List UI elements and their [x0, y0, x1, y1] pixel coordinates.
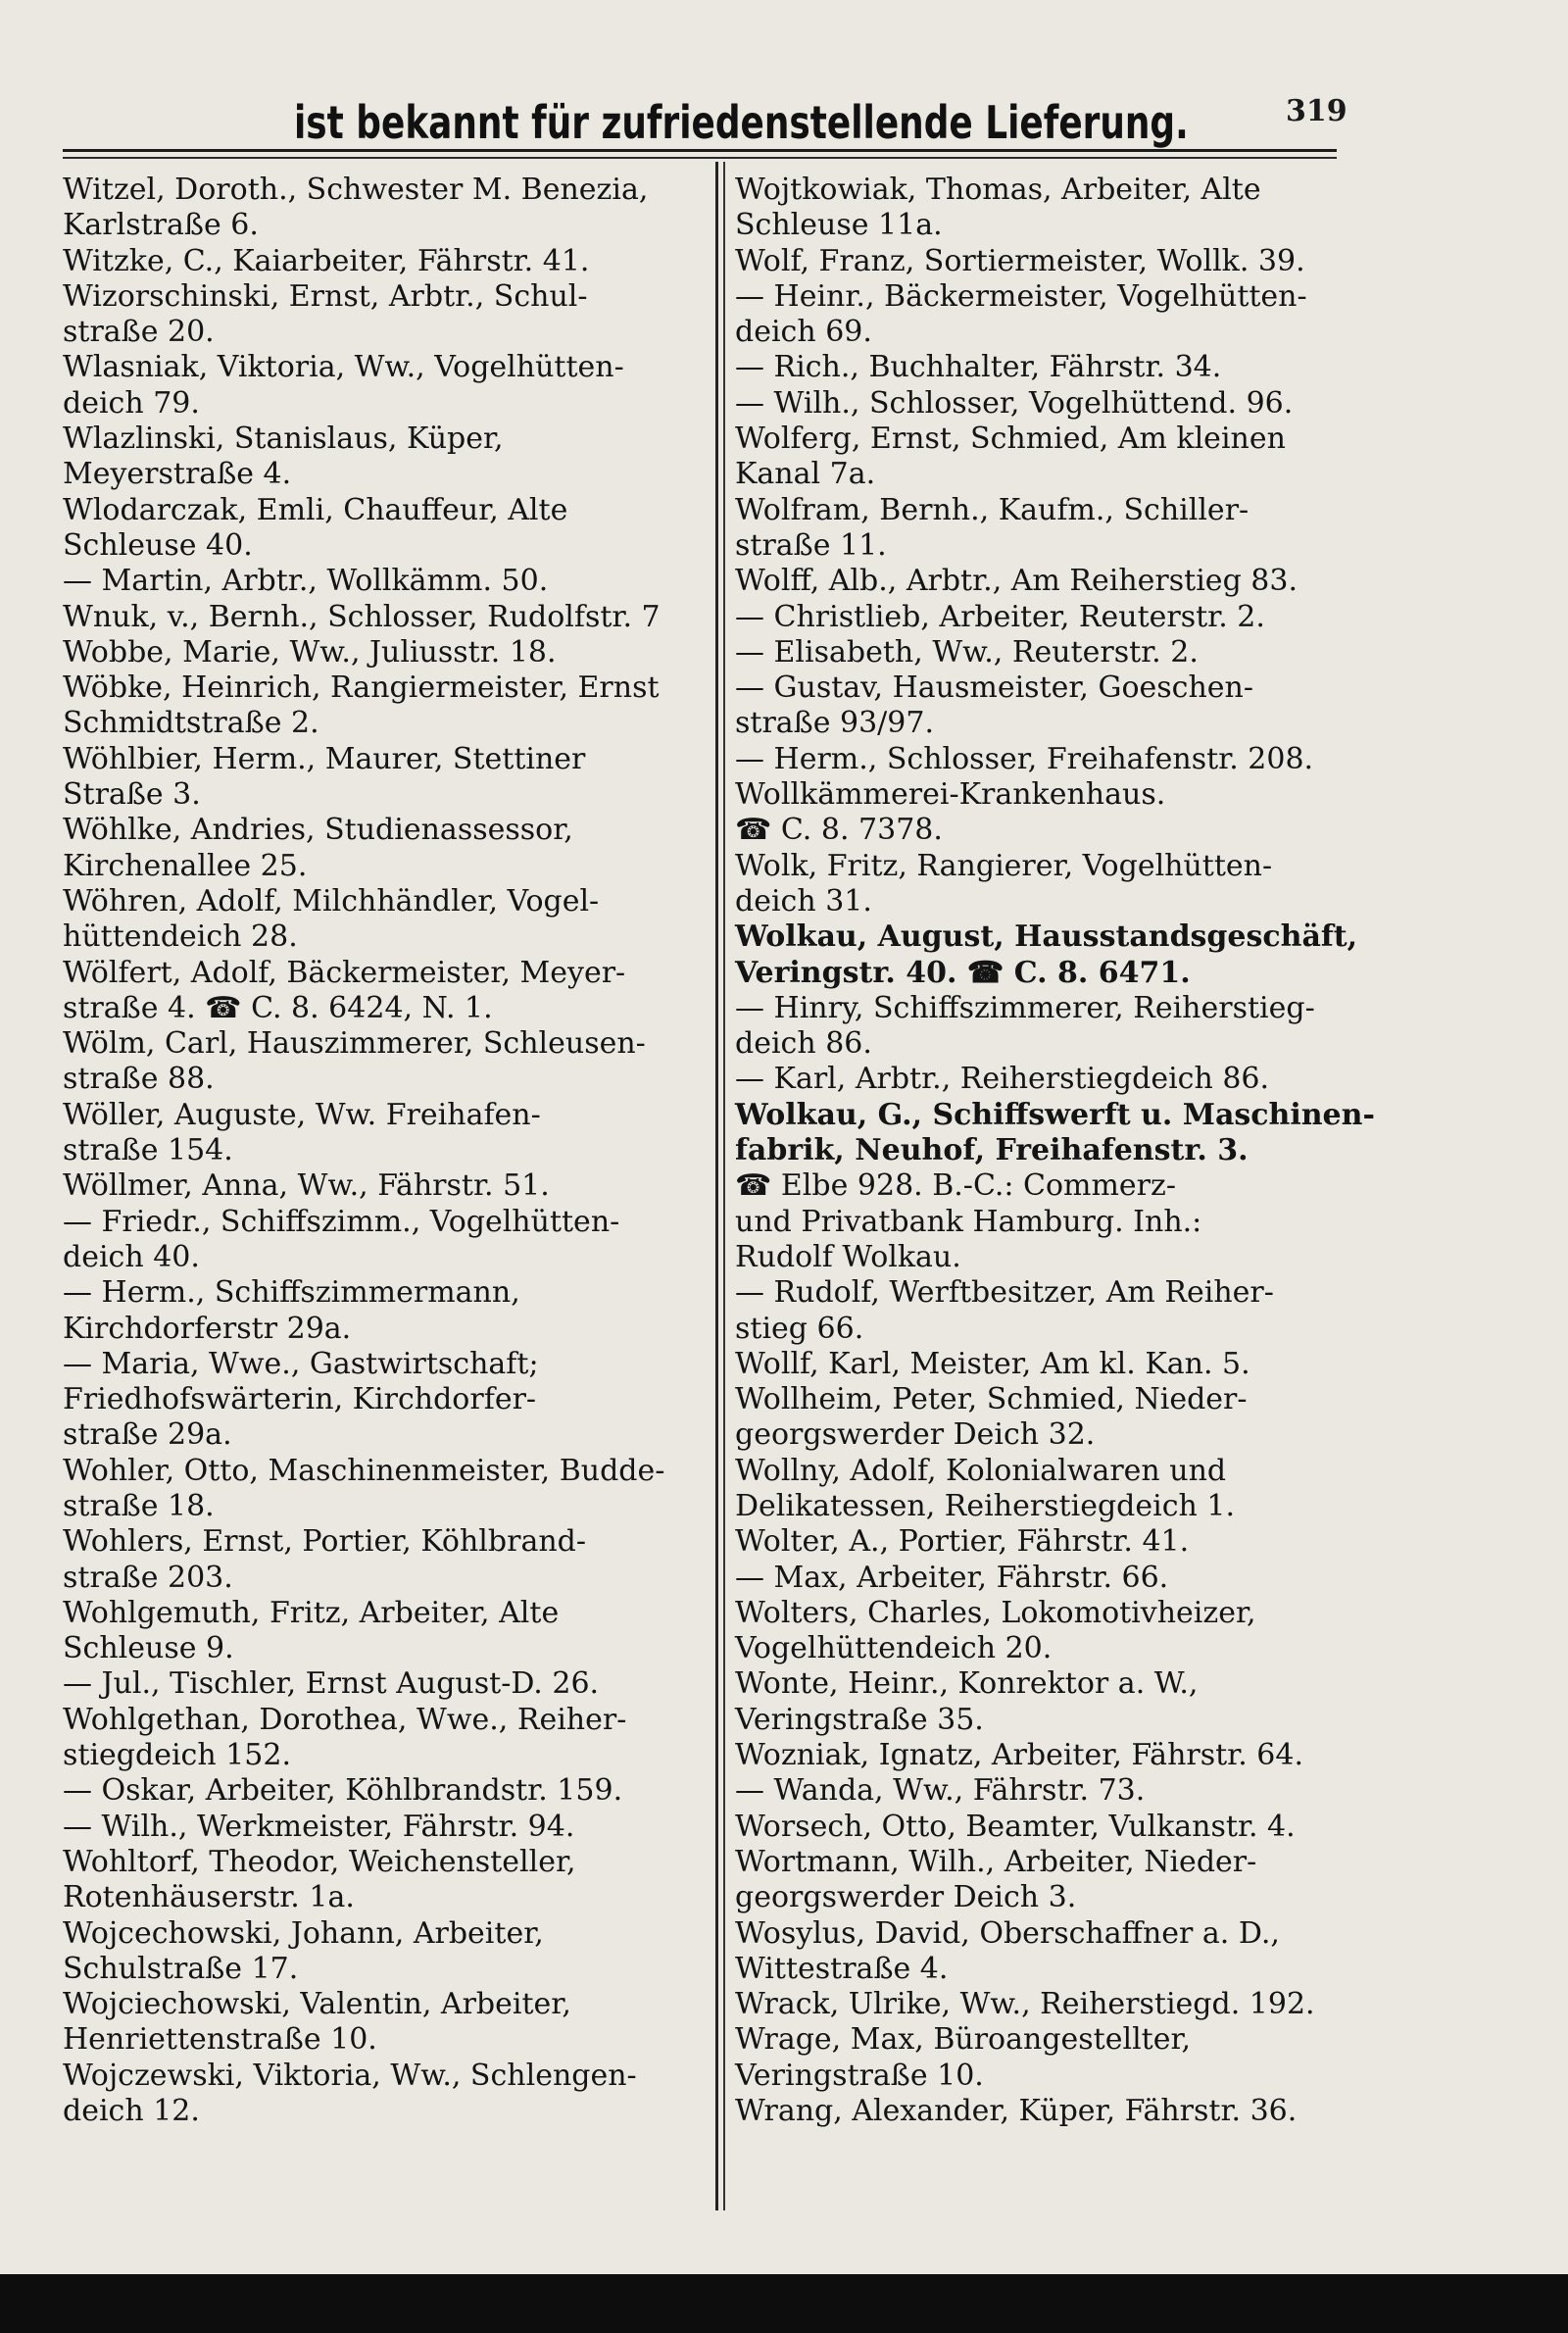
entry-line: Wolk, Fritz, Rangierer, Vogelhütten- [735, 848, 1273, 883]
entry-continuation-line: Rotenhäuserstr. 1a. [63, 1880, 355, 1915]
entry-line: Wölfert, Adolf, Bäckermeister, Meyer- [63, 955, 626, 990]
entry-line: Worsech, Otto, Beamter, Vulkanstr. 4. [735, 1809, 1296, 1844]
directory-entry [63, 244, 700, 279]
entry-line: Wojciechowski, Valentin, Arbeiter, [63, 1987, 571, 2022]
directory-entry [735, 849, 1382, 920]
entry-continuation-line: stieg 66. [735, 1311, 864, 1346]
entry-line: — Rudolf, Werftbesitzer, Am Reiher- [735, 1275, 1274, 1311]
entry-line: — Friedr., Schiffszimm., Vogelhütten- [63, 1204, 620, 1239]
directory-entry [63, 279, 700, 351]
directory-entry [735, 1596, 1382, 1667]
directory-entry [735, 386, 1382, 422]
directory-entry [63, 1773, 700, 1809]
directory-entry [735, 1773, 1382, 1809]
directory-entry [735, 1987, 1382, 2022]
directory-entry [63, 173, 700, 244]
entry-continuation-line: Kirchdorferstr 29a. [63, 1311, 352, 1346]
left-column [63, 173, 700, 2129]
directory-entry [63, 1596, 700, 1667]
entry-continuation-line: hüttendeich 28. [63, 919, 298, 955]
directory-entry [63, 670, 700, 742]
entry-line: Wöllmer, Anna, Ww., Fährstr. 51. [63, 1168, 550, 1204]
entry-line: Wolfram, Bernh., Kaufm., Schiller- [735, 492, 1250, 527]
entry-continuation-line: Friedhofswärterin, Kirchdorfer- [63, 1382, 537, 1417]
directory-entry [63, 493, 700, 565]
directory-entry [735, 1062, 1382, 1097]
directory-entry [63, 1454, 700, 1525]
directory-entry [735, 1845, 1382, 1916]
directory-entry [63, 1347, 700, 1454]
entry-line: Wöhlke, Andries, Studienassessor, [63, 813, 573, 848]
entry-line: Wlazlinski, Stanislaus, Küper, [63, 422, 504, 457]
directory-entry [63, 1810, 700, 1845]
entry-continuation-line: Schmidtstraße 2. [63, 706, 319, 741]
entry-continuation-line: straße 20. [63, 315, 215, 350]
entry-continuation-line: georgswerder Deich 3. [735, 1880, 1077, 1915]
entry-line: Wöbke, Heinrich, Rangiermeister, Ernst [63, 670, 660, 706]
entry-continuation-line: Veringstr. 40. ☎ C. 8. 6471. [735, 955, 1191, 990]
directory-entry [735, 1738, 1382, 1773]
entry-line: — Hinry, Schiffszimmerer, Reiherstieg- [735, 990, 1315, 1025]
directory-entry [735, 1382, 1382, 1454]
entry-line: Wolters, Charles, Lokomotivheizer, [735, 1595, 1256, 1630]
entry-continuation-line: Kirchenallee 25. [63, 848, 308, 883]
entry-continuation-line: deich 86. [735, 1026, 872, 1062]
directory-entry [63, 1987, 700, 2059]
entry-line: — Gustav, Hausmeister, Goeschen- [735, 670, 1254, 706]
directory-entry [63, 1916, 700, 1988]
entry-line: Wozniak, Ignatz, Arbeiter, Fährstr. 64. [735, 1738, 1304, 1773]
directory-entry [63, 1703, 700, 1774]
directory-entry [63, 1026, 700, 1098]
directory-entry [63, 1845, 700, 1916]
entry-continuation-line: georgswerder Deich 32. [735, 1417, 1096, 1453]
entry-line: Wonte, Heinr., Konrektor a. W., [735, 1666, 1199, 1702]
entry-line: Wolkau, August, Hausstandsgeschäft, [735, 919, 1358, 955]
entry-line: Wolf, Franz, Sortiermeister, Wollk. 39. [735, 243, 1305, 278]
entry-line: — Wilh., Schlosser, Vogelhüttend. 96. [735, 385, 1294, 421]
directory-entry [735, 635, 1382, 670]
entry-line: — Rich., Buchhalter, Fährstr. 34. [735, 350, 1222, 385]
directory-entry [735, 564, 1382, 599]
entry-line: Wöhren, Adolf, Milchhändler, Vogel- [63, 883, 600, 918]
header-rule-thin [63, 157, 1337, 159]
entry-line: Wosylus, David, Oberschaffner a. D., [735, 1915, 1280, 1951]
entry-line: — Wilh., Werkmeister, Fährstr. 94. [63, 1809, 575, 1844]
directory-entry [735, 1810, 1382, 1845]
column-divider-thin [723, 162, 725, 2210]
entry-line: Wrack, Ulrike, Ww., Reiherstiegd. 192. [735, 1987, 1315, 2022]
page-number: 319 [1286, 94, 1348, 128]
entry-line: Wobbe, Marie, Ww., Juliusstr. 18. [63, 634, 557, 670]
entry-continuation-line: straße 88. [63, 1062, 215, 1097]
directory-entry [735, 422, 1382, 493]
entry-continuation-line: Wittestraße 4. [735, 1951, 949, 1986]
entry-line: — Jul., Tischler, Ernst August-D. 26. [63, 1666, 600, 1702]
entry-line: Wolff, Alb., Arbtr., Am Reiherstieg 83. [735, 564, 1298, 599]
entry-line: — Herm., Schiffszimmermann, [63, 1275, 520, 1311]
entry-line: Wojcechowski, Johann, Arbeiter, [63, 1915, 544, 1951]
entry-continuation-line: straße 4. ☎ C. 8. 6424, N. 1. [63, 990, 493, 1025]
entry-line: Wortmann, Wilh., Arbeiter, Nieder- [735, 1844, 1257, 1879]
entry-line: Witzke, C., Kaiarbeiter, Fährstr. 41. [63, 243, 590, 278]
entry-line: Wojczewski, Viktoria, Ww., Schlengen- [63, 2058, 637, 2093]
directory-entry [63, 1205, 700, 1276]
entry-continuation-line: Veringstraße 10. [735, 2058, 984, 2093]
directory-entry [735, 1454, 1382, 1525]
directory-entry [735, 1168, 1382, 1275]
entry-line: — Karl, Arbtr., Reiherstiegdeich 86. [735, 1062, 1270, 1097]
entry-continuation-line: Henriettenstraße 10. [63, 2022, 377, 2058]
entry-line: Wölm, Carl, Hauszimmerer, Schleusen- [63, 1026, 646, 1062]
entry-line: Wohlgemuth, Fritz, Arbeiter, Alte [63, 1595, 560, 1630]
entry-continuation-line: Rudolf Wolkau. [735, 1239, 961, 1274]
directory-entry [63, 422, 700, 493]
directory-entry [63, 884, 700, 956]
entry-line: Wollny, Adolf, Kolonialwaren und [735, 1453, 1227, 1488]
directory-entry [735, 493, 1382, 565]
entry-continuation-line: Vogelhüttendeich 20. [735, 1631, 1053, 1666]
entry-line: Wolter, A., Portier, Fährstr. 41. [735, 1524, 1190, 1560]
directory-entry [735, 742, 1382, 777]
directory-entry [735, 1916, 1382, 1988]
entry-continuation-line: deich 79. [63, 385, 200, 421]
entry-continuation-line: deich 12. [63, 2094, 200, 2129]
entry-line: — Herm., Schlosser, Freihafenstr. 208. [735, 741, 1314, 776]
entry-line: Wöhlbier, Herm., Maurer, Stettiner [63, 741, 586, 776]
entry-line: Wollkämmerei-Krankenhaus. [735, 777, 1166, 813]
directory-entry [63, 813, 700, 884]
directory-entry [735, 1098, 1382, 1169]
directory-entry [735, 173, 1382, 244]
directory-entry [735, 350, 1382, 385]
page-header-slogan: ist bekannt für zufriedenstellende Lieferung. [294, 96, 1189, 149]
directory-entry [63, 1524, 700, 1596]
directory-entry [63, 956, 700, 1027]
directory-entry [735, 2094, 1382, 2129]
entry-line: — Heinr., Bäckermeister, Vogelhütten- [735, 278, 1307, 314]
directory-entry [735, 1347, 1382, 1382]
directory-entry [735, 2022, 1382, 2094]
entry-line: Wlodarczak, Emli, Chauffeur, Alte [63, 492, 568, 527]
entry-continuation-line: Schleuse 9. [63, 1631, 234, 1666]
entry-line: Wohler, Otto, Maschinenmeister, Budde- [63, 1453, 665, 1488]
entry-line: ☎ Elbe 928. B.-C.: Commerz- [735, 1168, 1176, 1204]
directory-entry [63, 350, 700, 422]
entry-line: Wnuk, v., Bernh., Schlosser, Rudolfstr. 7 [63, 599, 661, 634]
column-divider [715, 162, 718, 2210]
directory-entry [63, 1098, 700, 1169]
entry-line: Wöller, Auguste, Ww. Freihafen- [63, 1097, 541, 1132]
scan-border [0, 2274, 1568, 2333]
directory-entry [735, 991, 1382, 1063]
entry-continuation-line: straße 11. [735, 527, 887, 563]
entry-line: Wlasniak, Viktoria, Ww., Vogelhütten- [63, 350, 624, 385]
directory-entry [63, 2059, 700, 2130]
entry-continuation-line: straße 93/97. [735, 706, 934, 741]
entry-line: Wolferg, Ernst, Schmied, Am kleinen [735, 422, 1286, 457]
entry-continuation-line: und Privatbank Hamburg. Inh.: [735, 1204, 1202, 1239]
directory-entry [735, 670, 1382, 742]
directory-entry [735, 1666, 1382, 1738]
entry-continuation-line: straße 203. [63, 1560, 233, 1595]
entry-line: Wohlers, Ernst, Portier, Köhlbrand- [63, 1524, 586, 1560]
entry-continuation-line: straße 29a. [63, 1417, 232, 1453]
header-rule [63, 149, 1337, 152]
entry-continuation-line: straße 154. [63, 1133, 233, 1168]
entry-line: — Oskar, Arbeiter, Köhlbrandstr. 159. [63, 1773, 623, 1809]
right-column [735, 173, 1382, 2129]
directory-entry [63, 1168, 700, 1204]
directory-entry [63, 635, 700, 670]
entry-line: Wojtkowiak, Thomas, Arbeiter, Alte [735, 173, 1261, 207]
entry-continuation-line: Meyerstraße 4. [63, 457, 292, 492]
entry-line: Wrage, Max, Büroangestellter, [735, 2022, 1192, 2058]
entry-line: Wrang, Alexander, Küper, Fährstr. 36. [735, 2094, 1298, 2129]
entry-continuation-line: stiegdeich 152. [63, 1738, 292, 1773]
directory-entry [63, 600, 700, 635]
entry-line: Wizorschinski, Ernst, Arbtr., Schul- [63, 278, 588, 314]
entry-line: — Elisabeth, Ww., Reuterstr. 2. [735, 634, 1199, 670]
entry-continuation-line: deich 31. [735, 883, 872, 918]
directory-entry [735, 244, 1382, 279]
entry-continuation-line: Delikatessen, Reiherstiegdeich 1. [735, 1488, 1235, 1523]
entry-continuation-line: fabrik, Neuhof, Freihafenstr. 3. [735, 1133, 1249, 1168]
entry-line: Wohltorf, Theodor, Weichensteller, [63, 1844, 576, 1879]
directory-entry [735, 600, 1382, 635]
entry-continuation-line: Straße 3. [63, 777, 201, 813]
entry-continuation-line: Schulstraße 17. [63, 1951, 299, 1986]
directory-entry [735, 279, 1382, 351]
entry-continuation-line: deich 40. [63, 1239, 200, 1274]
entry-continuation-line: deich 69. [735, 315, 872, 350]
entry-line: — Martin, Arbtr., Wollkämm. 50. [63, 564, 549, 599]
entry-line: Wollheim, Peter, Schmied, Nieder- [735, 1382, 1248, 1417]
entry-line: Wolkau, G., Schiffswerft u. Maschinen- [735, 1097, 1375, 1132]
entry-continuation-line: ☎ C. 8. 7378. [735, 813, 943, 848]
entry-line: Witzel, Doroth., Schwester M. Benezia, [63, 173, 649, 207]
entry-continuation-line: Schleuse 11a. [735, 208, 943, 243]
entry-line: — Max, Arbeiter, Fährstr. 66. [735, 1560, 1169, 1595]
directory-entry [63, 742, 700, 814]
directory-entry [63, 1666, 700, 1702]
entry-continuation-line: Karlstraße 6. [63, 208, 259, 243]
directory-entry [735, 777, 1382, 849]
directory-entry [735, 1561, 1382, 1596]
entry-line: — Wanda, Ww., Fährstr. 73. [735, 1773, 1146, 1809]
directory-entry [735, 1524, 1382, 1560]
directory-entry [735, 1275, 1382, 1347]
entry-line: — Christlieb, Arbeiter, Reuterstr. 2. [735, 599, 1265, 634]
entry-continuation-line: Veringstraße 35. [735, 1702, 984, 1737]
entry-continuation-line: Schleuse 40. [63, 527, 253, 563]
entry-line: Wollf, Karl, Meister, Am kl. Kan. 5. [735, 1346, 1250, 1381]
entry-line: — Maria, Wwe., Gastwirtschaft; [63, 1346, 539, 1381]
directory-entry [63, 1275, 700, 1347]
entry-continuation-line: straße 18. [63, 1488, 215, 1523]
directory-entry [735, 919, 1382, 991]
entry-line: Wohlgethan, Dorothea, Wwe., Reiher- [63, 1702, 627, 1737]
entry-continuation-line: Kanal 7a. [735, 457, 876, 492]
directory-entry [63, 564, 700, 599]
